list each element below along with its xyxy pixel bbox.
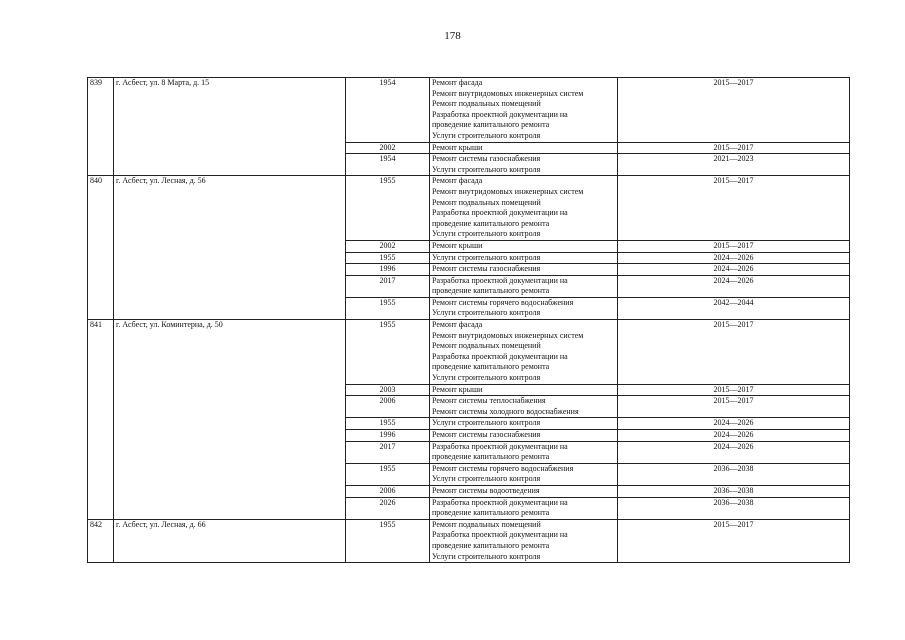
work-line: проведение капитального ремонта	[432, 120, 550, 130]
work-line: Ремонт фасада	[432, 176, 483, 186]
year-cell: 2002	[346, 142, 430, 154]
year-cell: 2006	[346, 485, 430, 497]
period-cell: 2015—2017	[618, 176, 850, 241]
work-line: Услуги строительного контроля	[432, 474, 541, 484]
year-cell: 2026	[346, 497, 430, 519]
works-cell	[430, 176, 618, 241]
work-line: Разработка проектной документации на	[432, 441, 568, 451]
work-line: Ремонт системы газоснабжения	[432, 430, 541, 439]
period-cell: 2015—2017	[618, 240, 850, 252]
period-cell: 2024—2026	[618, 418, 850, 430]
building-address: г. Асбест, ул. 8 Марта, д. 15	[114, 78, 346, 176]
works-cell	[430, 519, 618, 562]
work-line: Ремонт системы холодного водоснабжения	[432, 406, 579, 416]
year-cell: 1955	[346, 252, 430, 264]
year-cell: 1955	[346, 297, 430, 319]
work-line: Ремонт внутридомовых инженерных систем	[432, 186, 584, 196]
work-line: Услуги строительного контроля	[432, 130, 541, 140]
object-number: 839	[88, 78, 114, 176]
work-line: Ремонт системы газоснабжения	[432, 264, 541, 274]
works-cell	[430, 441, 618, 463]
year-cell: 1955	[346, 519, 430, 562]
work-line: Разработка проектной документации на	[432, 208, 568, 218]
work-line: Услуги строительного контроля	[432, 373, 541, 383]
work-line: Ремонт крыши	[432, 384, 483, 394]
building-address: г. Асбест, ул. Коминтерна, д. 50	[114, 320, 346, 520]
work-line: Ремонт системы горячего водоснабжения	[432, 297, 574, 307]
work-line: Ремонт подвальных помещений	[432, 99, 541, 109]
works-cell	[430, 497, 618, 519]
period-cell: 2015—2017	[618, 142, 850, 154]
year-cell: 1955	[346, 176, 430, 241]
period-cell: 2021—2023	[618, 154, 850, 176]
work-line: Услуги строительного контроля	[432, 551, 541, 561]
work-line: проведение капитального ремонта	[432, 286, 550, 296]
works-cell	[430, 264, 618, 276]
work-line: проведение капитального ремонта	[432, 452, 550, 462]
period-cell: 2036—2038	[618, 463, 850, 485]
works-cell	[430, 154, 618, 176]
works-cell	[430, 485, 618, 497]
year-cell: 1955	[346, 320, 430, 385]
period-cell: 2024—2026	[618, 275, 850, 297]
works-cell	[430, 384, 618, 396]
works-cell	[430, 396, 618, 418]
work-line: Ремонт системы горячего водоснабжения	[432, 463, 574, 473]
object-number: 840	[88, 176, 114, 320]
year-cell: 1996	[346, 264, 430, 276]
year-cell: 1955	[346, 463, 430, 485]
work-line: Ремонт системы теплоснабжения	[432, 396, 546, 406]
work-line: Ремонт фасада	[432, 320, 483, 330]
work-line: Ремонт крыши	[432, 142, 483, 152]
works-cell	[430, 320, 618, 385]
works-cell	[430, 142, 618, 154]
period-cell: 2024—2026	[618, 252, 850, 264]
works-cell	[430, 240, 618, 252]
works-cell	[430, 78, 618, 143]
works-cell	[430, 463, 618, 485]
work-line: Ремонт внутридомовых инженерных систем	[432, 330, 584, 340]
works-cell	[430, 418, 618, 430]
repair-schedule-table	[87, 77, 850, 563]
work-line: Ремонт системы газоснабжения	[432, 154, 541, 164]
work-line: Разработка проектной документации на	[432, 275, 568, 285]
work-line: проведение капитального ремонта	[432, 218, 550, 228]
works-cell	[430, 275, 618, 297]
year-cell: 1954	[346, 154, 430, 176]
building-address: г. Асбест, ул. Лесная, д. 56	[114, 176, 346, 320]
works-cell	[430, 430, 618, 442]
object-number: 841	[88, 320, 114, 520]
period-cell: 2015—2017	[618, 396, 850, 418]
work-line: Услуги строительного контроля	[432, 252, 541, 262]
year-cell: 1955	[346, 418, 430, 430]
year-cell: 2002	[346, 240, 430, 252]
year-cell: 2006	[346, 396, 430, 418]
work-line: Услуги строительного контроля	[432, 229, 541, 239]
period-cell: 2036—2038	[618, 485, 850, 497]
work-line: Разработка проектной документации на	[432, 530, 568, 540]
table-row	[88, 78, 850, 143]
year-cell: 1954	[346, 78, 430, 143]
works-cell	[430, 252, 618, 264]
table-row	[88, 176, 850, 241]
work-line: Ремонт внутридомовых инженерных систем	[432, 88, 584, 98]
building-address: г. Асбест, ул. Лесная, д. 66	[114, 519, 346, 562]
year-cell: 2017	[346, 441, 430, 463]
work-line: Разработка проектной документации на	[432, 497, 568, 507]
work-line: Ремонт подвальных помещений	[432, 341, 541, 351]
year-cell: 1996	[346, 430, 430, 442]
work-line: проведение капитального ремонта	[432, 540, 550, 550]
work-line: Ремонт подвальных помещений	[432, 519, 541, 529]
page-number: 178	[444, 30, 461, 42]
work-line: Услуги строительного контроля	[432, 164, 541, 174]
work-line: Ремонт подвальных помещений	[432, 197, 541, 207]
period-cell: 2024—2026	[618, 441, 850, 463]
work-line: Ремонт системы водоотведения	[432, 485, 540, 495]
period-cell: 2024—2026	[618, 430, 850, 442]
work-line: Ремонт крыши	[432, 240, 483, 250]
repair-schedule-body	[88, 78, 850, 563]
work-line: проведение капитального ремонта	[432, 508, 550, 518]
object-number: 842	[88, 519, 114, 562]
works-cell	[430, 297, 618, 319]
work-line: Ремонт фасада	[432, 78, 483, 87]
period-cell: 2024—2026	[618, 264, 850, 276]
work-line: Разработка проектной документации на	[432, 351, 568, 361]
period-cell: 2015—2017	[618, 519, 850, 562]
work-line: Разработка проектной документации на	[432, 109, 568, 119]
work-line: проведение капитального ремонта	[432, 362, 550, 372]
period-cell: 2015—2017	[618, 384, 850, 396]
work-line: Услуги строительного контроля	[432, 418, 541, 428]
table-row	[88, 320, 850, 385]
period-cell: 2015—2017	[618, 320, 850, 385]
year-cell: 2003	[346, 384, 430, 396]
work-line: Услуги строительного контроля	[432, 308, 541, 318]
year-cell: 2017	[346, 275, 430, 297]
period-cell: 2036—2038	[618, 497, 850, 519]
table-row	[88, 519, 850, 562]
period-cell: 2042—2044	[618, 297, 850, 319]
period-cell: 2015—2017	[618, 78, 850, 143]
